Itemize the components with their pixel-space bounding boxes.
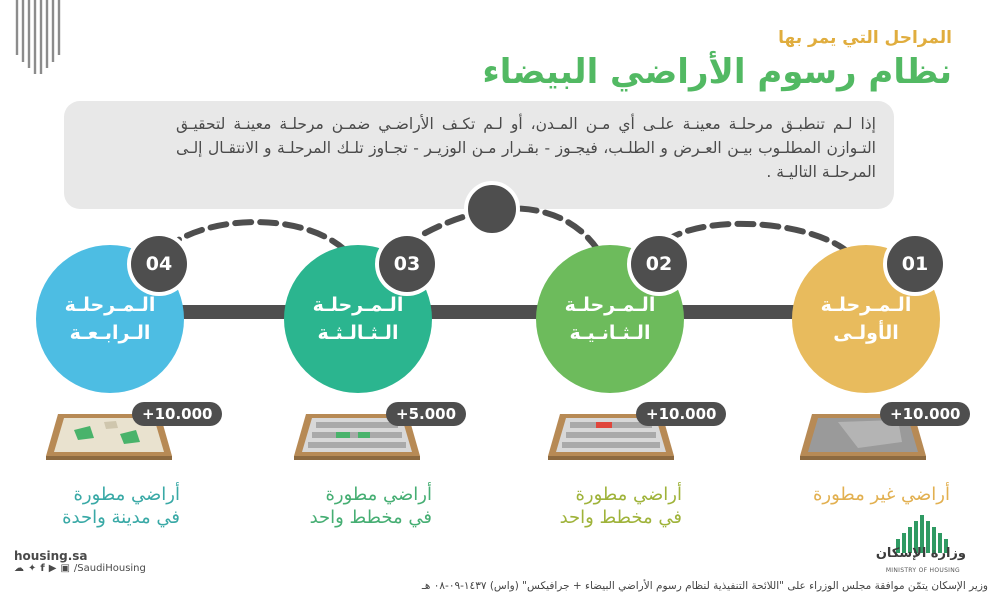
stage-1-label-line2: الأولـى [833, 322, 899, 344]
stage-2-caption-line1: أراضي مطورة [575, 484, 682, 505]
stage-2-caption-line2: في مخطط واحد [559, 507, 682, 528]
footer-note: وزير الإسكان يتمّن موافقة مجلس الوزراء على "اللائحة التنفيذية لنظام رسوم الأراضي البيضاء + جرافيكس" (واس) ١٤٣٧-٠٩-٠٨ هـ [421, 580, 988, 592]
stage-1-caption-line1: أراضي غير مطورة [812, 484, 950, 505]
instagram-icon[interactable]: ▣ [60, 563, 70, 574]
stage-3-caption-line2: في مخطط واحد [309, 507, 432, 528]
stage-3-caption-line1: أراضي مطورة [325, 484, 432, 505]
logo-arabic-text: وزارة الإسكان [875, 546, 966, 561]
stage-2-number: 02 [631, 236, 687, 292]
social-handle: /SaudiHousing [73, 563, 146, 574]
stage-2-label-line1: الـمـرحلـة [564, 294, 656, 316]
stage-1-amount: +10.000 [880, 402, 970, 426]
timeline-bar [110, 305, 900, 319]
stage-4-label-line1: الـمـرحلـة [64, 294, 156, 316]
page-title: نظام رسوم الأراضي البيضاء [482, 52, 952, 92]
stage-4-caption [20, 483, 180, 529]
stage-2-amount: +10.000 [636, 402, 726, 426]
stage-4-caption-line2: في مدينة واحدة [62, 507, 180, 528]
stage-4-amount: +10.000 [132, 402, 222, 426]
logo-english-text: MINISTRY OF HOUSING [885, 567, 960, 574]
website-link[interactable]: housing.sa [14, 549, 88, 563]
stage-2-caption [522, 483, 682, 529]
top-knob [466, 183, 518, 235]
description-text: إذا لـم تنطبـق مرحلـة معينـة علـى أي مـن المـدن، أو لـم تكـف الأراضـي ضمـن مرحلـة معينـة لتحقيـق التـوازن المطلـوب بيـن العـرض و الطلـب، فيجـوز - بقـرار مـن الوزيـر - تجـاوز تلـك المرحلـة و الانتقـال إلـى المرحلـة التاليـة . [176, 115, 876, 181]
social-links [14, 563, 146, 574]
stage-3-label-line1: الـمـرحلـة [312, 294, 404, 316]
stage-3-number: 03 [379, 236, 435, 292]
stage-3-label-line2: الـثـالـثـة [317, 322, 399, 344]
stage-4-number: 04 [131, 236, 187, 292]
stage-1-label-line1: الـمـرحلـة [820, 294, 912, 316]
stage-3-amount: +5.000 [386, 402, 466, 426]
facebook-icon[interactable]: f [40, 563, 45, 574]
snapchat-icon[interactable]: ☁ [14, 563, 24, 574]
stage-3-caption [272, 483, 432, 529]
stage-1-number: 01 [887, 236, 943, 292]
stage-2-label-line2: الـثـانـيـة [569, 322, 651, 344]
twitter-icon[interactable]: ✦ [28, 563, 37, 574]
stage-4-caption-line1: أراضي مطورة [73, 484, 180, 505]
youtube-icon[interactable]: ▶ [48, 563, 57, 574]
stage-4-label-line2: الـرابـعـة [69, 322, 151, 344]
stage-1-caption [790, 483, 950, 506]
page-subtitle: المراحل التي يمر بها [778, 28, 952, 48]
